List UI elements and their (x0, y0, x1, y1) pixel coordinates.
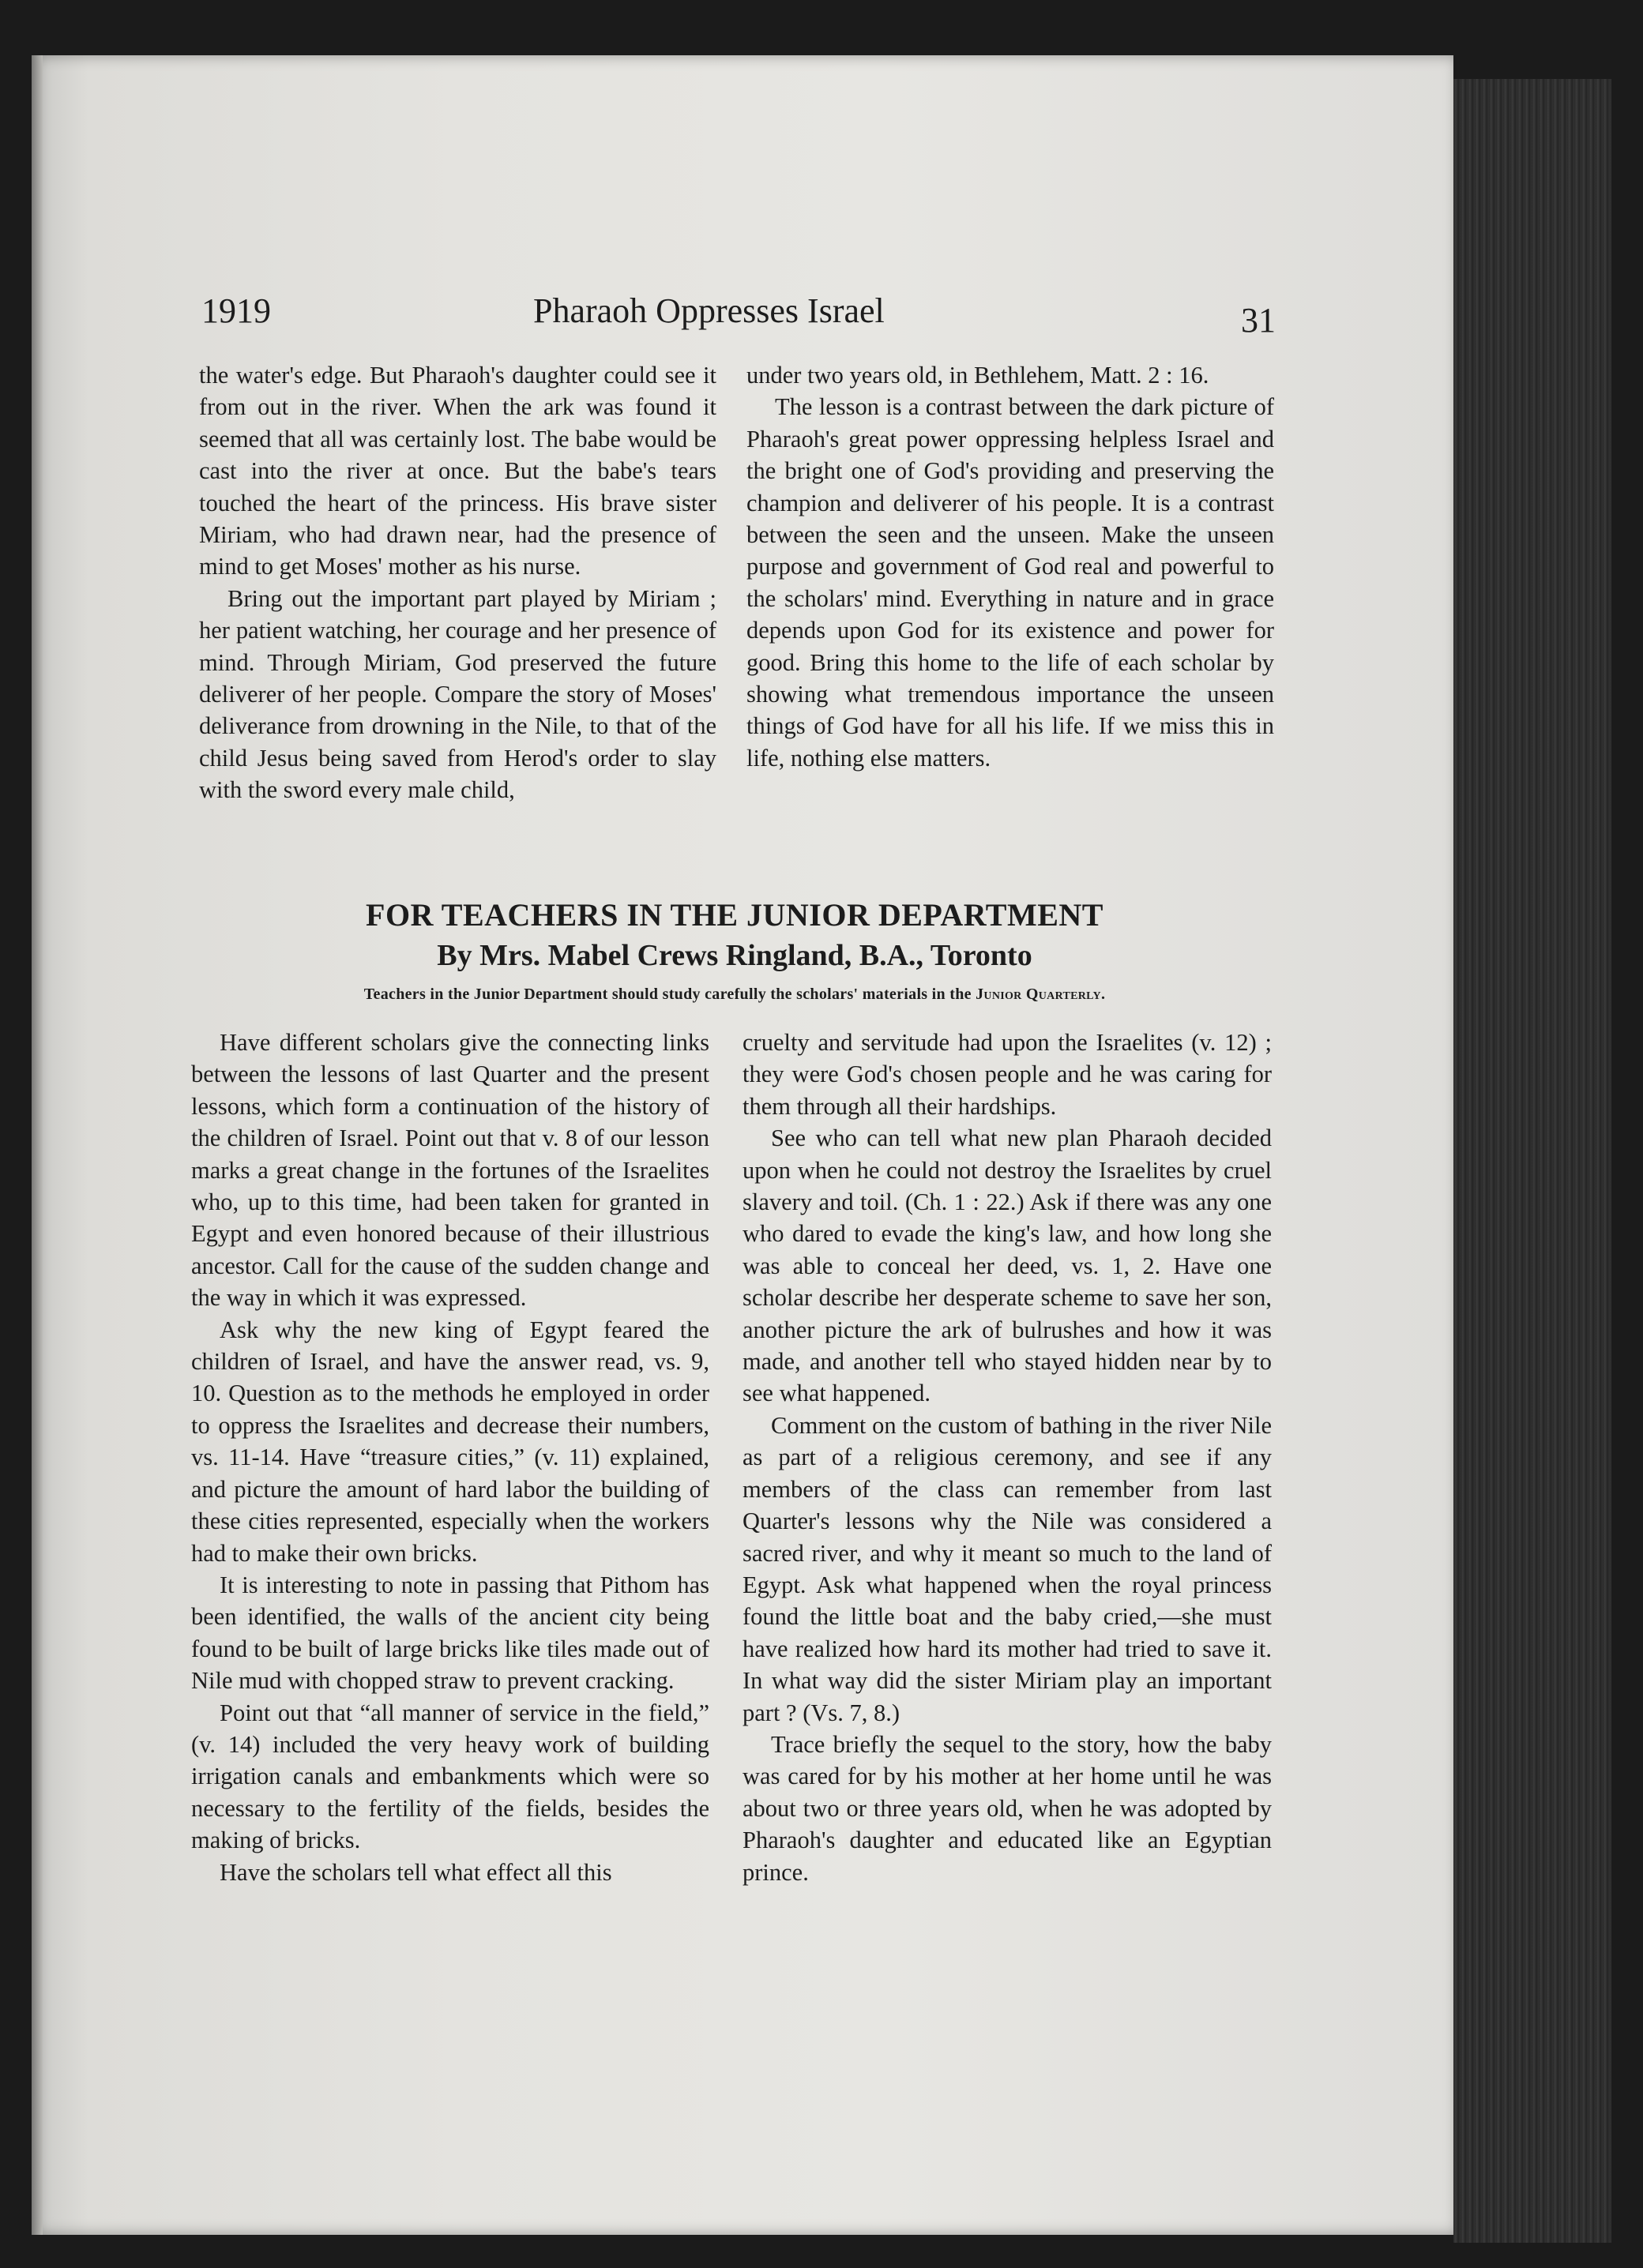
upper-right-column (746, 359, 1274, 774)
header-title: Pharaoh Oppresses Israel (533, 291, 885, 330)
lower-right-column (743, 1027, 1272, 1888)
paragraph: under two years old, in Bethlehem, Matt. 2 : 16. (746, 362, 1209, 389)
paragraph: Have different scholars give the connecting links between the lessons of last Quarter and the present lessons, which form a continuation of the history of the children of Israel. Point out that v. 8 of our lesson marks a great change in the fortunes of the Israelites who, up to this time, had been taken for granted in Egypt and even honored because of their illustrious ancestor. Call for the cause of the sudden change and the way in which it was expressed. (191, 1029, 709, 1312)
paragraph: See who can tell what new plan Pharaoh decided upon when he could not destroy the Israelites by cruel slavery and toil. (Ch. 1 : 22.) Ask if there was any one who dared to evade the king's law, and how long she was able to conceal her deed, vs. 1, 2. Have one scholar describe her desperate scheme to save her son, another picture the ark of bulrushes and how it was made, and another tell who stayed hidden near by to see what happened. (743, 1125, 1272, 1407)
page-gutter (32, 55, 43, 2235)
note-publication: Junior Quarterly. (976, 986, 1106, 1003)
paragraph: Ask why the new king of Egypt feared the children of Israel, and have the answer read, vs. 9, 10. Question as to the methods he employed in order to oppress the Israelites and decrease their numbers, vs. 11-14. Have “treasure cities,” (v. 11) explained, and picture the amount of hard labor the building of these cities represented, especially when the workers had to make their own bricks. (191, 1316, 709, 1567)
running-header (201, 291, 1276, 338)
paragraph: cruelty and servitude had upon the Israelites (v. 12) ; they were God's chosen people and he was caring for them through all their hardships. (743, 1029, 1272, 1120)
section-byline: By Mrs. Mabel Crews Ringland, B.A., Toronto (437, 939, 1032, 972)
header-year: 1919 (201, 291, 271, 330)
paragraph: Have the scholars tell what effect all this (220, 1858, 612, 1886)
book-page-edges (1453, 79, 1611, 2243)
upper-left-column (199, 359, 716, 806)
paragraph: Bring out the important part played by Miriam ; her patient watching, her courage and her presence of mind. Through Miriam, God preserved the future deliverer of her people. Compare the story of Moses' deliverance from drowning in the Nile, to that of the child Jesus being saved from Herod's order to slay with the sword every male child, (199, 584, 716, 804)
paragraph: the water's edge. But Pharaoh's daughter could see it from out in the river. When the ark was found it seemed that all was certainly lost. The babe would be cast into the river at once. But the babe's tears touched the heart of the princess. His brave sister Miriam, who had drawn near, had the presence of mind to get Moses' mother as his nurse. (199, 362, 716, 580)
paragraph: Comment on the custom of bathing in the river Nile as part of a religious ceremony, and see if any members of the class can remember from last Quarter's lessons why the Nile was considered a sacred river, and why it meant so much to the land of Egypt. Ask what happened when the royal princess found the little boat and the baby cried,—she must have realized how hard its mother had tried to save it. In what way did the sister Miriam play an important part ? (Vs. 7, 8.) (743, 1411, 1272, 1726)
paragraph: The lesson is a contrast between the dark picture of Pharaoh's great power oppressing helpless Israel and the bright one of God's providing and preserving the champion and deliverer of his people. It is a contrast between the seen and the unseen. Make the unseen purpose and government of God real and powerful to the scholars' mind. Everything in nature and in grace depends upon God for its existence and power for good. Bring this home to the life of each scholar by showing what tremendous importance the unseen things of God have for all his life. If we miss this in life, nothing else matters. (746, 393, 1274, 772)
paragraph: It is interesting to note in passing that Pithom has been identified, the walls of the ancient city being found to be built of large bricks like tiles made out of Nile mud with chopped straw to prevent cracking. (191, 1571, 709, 1695)
paragraph: Point out that “all manner of service in the field,” (v. 14) included the very heavy work of building irrigation canals and embankments which were so necessary to the fertility of the fields, besides the making of bricks. (191, 1699, 709, 1854)
paragraph: Trace briefly the sequel to the story, how the baby was cared for by his mother at her home until he was about two or three years old, when he was adopted by Pharaoh's daughter and educated like an Egyptian prince. (743, 1730, 1272, 1886)
lower-left-column (191, 1027, 709, 1888)
section-note (190, 986, 1280, 1004)
page-number: 31 (1241, 301, 1276, 340)
note-text: Teachers in the Junior Department should study carefully the scholars' materials in the (363, 986, 976, 1003)
section-title: FOR TEACHERS IN THE JUNIOR DEPARTMENT (366, 897, 1103, 933)
